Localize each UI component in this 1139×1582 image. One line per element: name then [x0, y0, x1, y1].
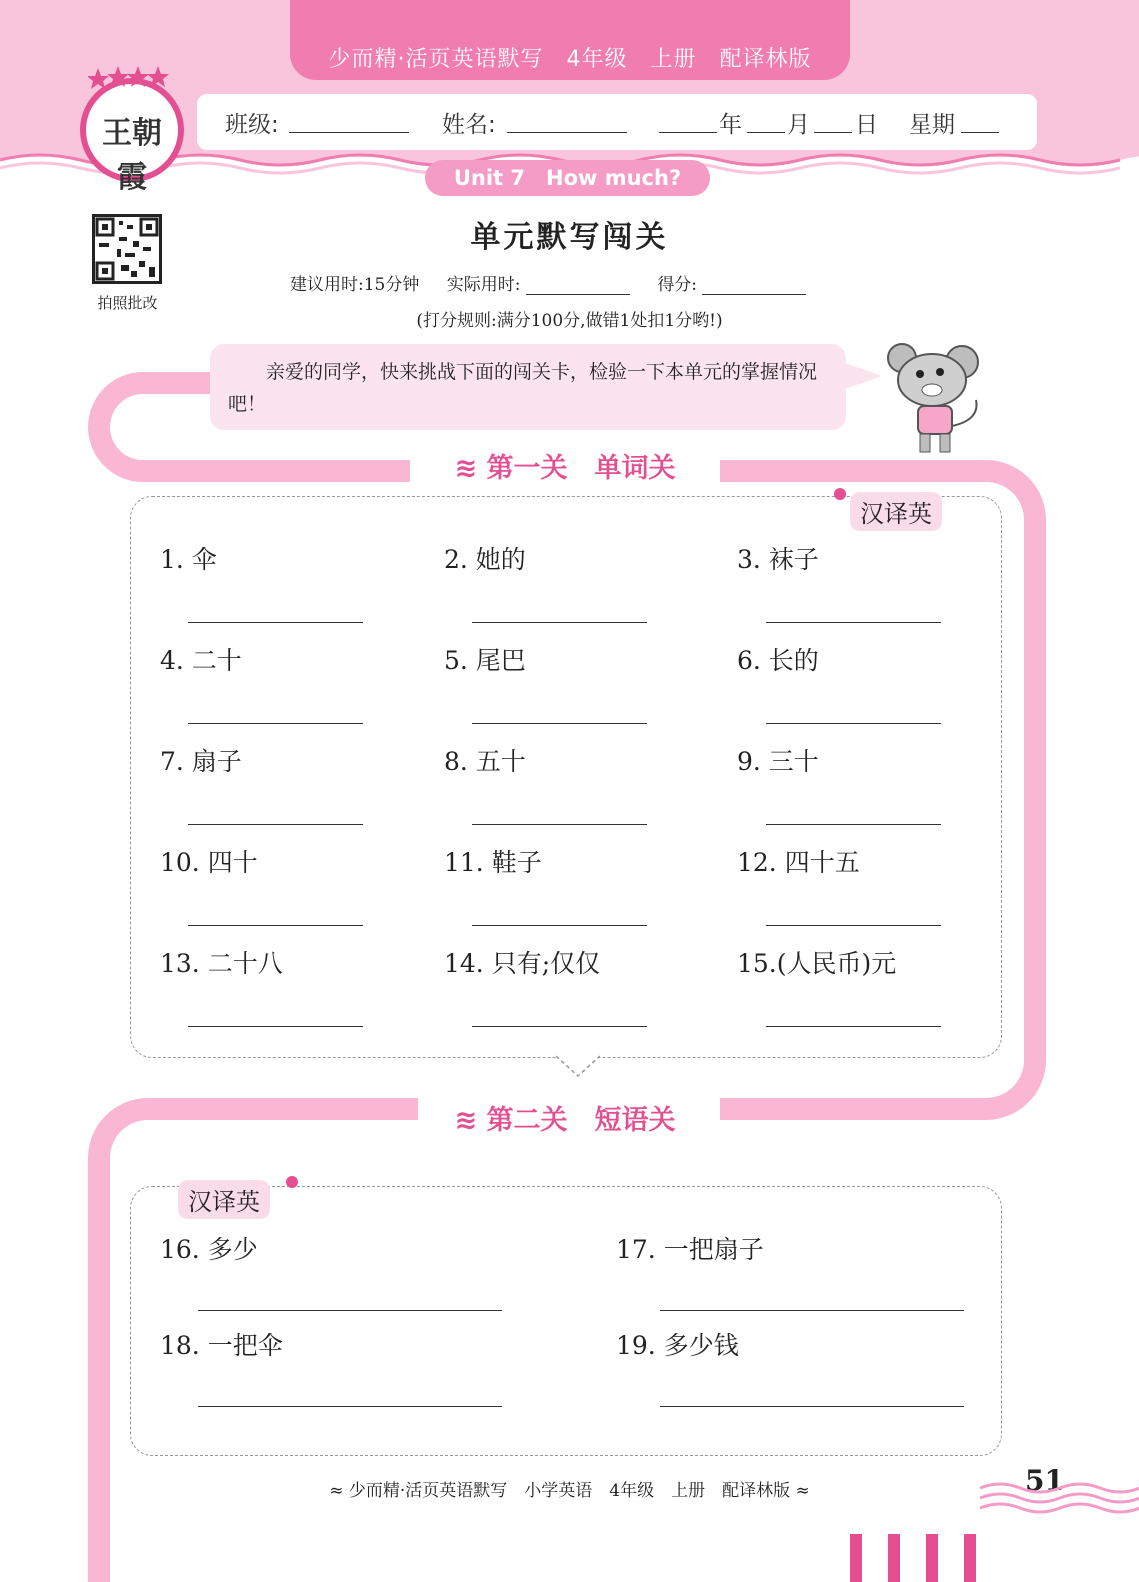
- answer-line[interactable]: [472, 824, 647, 825]
- score-label: 得分:: [657, 275, 698, 295]
- month-label: 月: [787, 112, 810, 138]
- footer-text: ≈ 少而精·活页英语默写 小学英语 4年级 上册 配译林版 ≈: [329, 1481, 810, 1501]
- answer-line[interactable]: [198, 1310, 502, 1311]
- unit-title: Unit 7 How much?: [425, 160, 710, 196]
- word-item: 15.(人民币)元: [737, 949, 897, 978]
- section2-tag: 汉译英: [178, 1180, 270, 1219]
- student-info-box: [197, 94, 1037, 150]
- qr-label: 拍照批改: [97, 294, 158, 312]
- page-title: 单元默写闯关: [470, 220, 669, 255]
- box-notch-icon: [556, 1054, 600, 1078]
- month-field[interactable]: [747, 110, 785, 133]
- score-field[interactable]: [702, 276, 806, 295]
- path-bar: [240, 460, 410, 482]
- phrase-item: 18. 一把伞: [160, 1331, 283, 1360]
- section2-title: ≋ 第二关 短语关: [434, 1105, 695, 1136]
- answer-line[interactable]: [198, 1406, 502, 1407]
- answer-line[interactable]: [472, 723, 647, 724]
- weekday-field[interactable]: [961, 110, 999, 133]
- answer-line[interactable]: [188, 925, 363, 926]
- word-item: 11. 鞋子: [444, 848, 542, 877]
- weekday-label: 星期: [909, 112, 955, 138]
- name-label: 姓名:: [442, 112, 496, 138]
- answer-line[interactable]: [188, 622, 363, 623]
- phrase-item: 19. 多少钱: [616, 1331, 739, 1360]
- answer-line[interactable]: [766, 925, 941, 926]
- answer-line[interactable]: [660, 1406, 964, 1407]
- phrase-item: 17. 一把扇子: [616, 1235, 764, 1264]
- footer-stripe: [964, 1534, 976, 1582]
- word-item: 9. 三十: [737, 747, 819, 776]
- speech-bubble-tail: [842, 362, 882, 390]
- word-item: 3. 袜子: [737, 545, 819, 574]
- word-item: 10. 四十: [160, 848, 258, 877]
- bubble-text: 亲爱的同学，快来挑战下面的闯关卡，检验一下本单元的掌握情况吧！: [228, 361, 818, 415]
- name-field[interactable]: [507, 110, 627, 133]
- word-item: 12. 四十五: [737, 848, 860, 877]
- scoring-rule: (打分规则:满分100分,做错1处扣1分哟!): [416, 311, 723, 331]
- answer-line[interactable]: [472, 925, 647, 926]
- day-label: 日: [855, 112, 878, 138]
- word-item: 1. 伞: [160, 545, 217, 574]
- year-field[interactable]: [659, 110, 717, 133]
- section1-tag: 汉译英: [850, 492, 942, 531]
- word-item: 2. 她的: [444, 545, 526, 574]
- answer-line[interactable]: [472, 1026, 647, 1027]
- actual-time-label: 实际用时:: [446, 275, 521, 295]
- mouse-mascot-icon: [880, 340, 990, 460]
- word-item: 14. 只有;仅仅: [444, 949, 601, 978]
- footer-stripe: [926, 1534, 938, 1582]
- class-field[interactable]: [289, 110, 409, 133]
- phrase-item: 16. 多少: [160, 1235, 258, 1264]
- answer-line[interactable]: [766, 723, 941, 724]
- answer-line[interactable]: [766, 622, 941, 623]
- answer-line[interactable]: [188, 1026, 363, 1027]
- section1-header: [410, 446, 720, 485]
- footer-wave-icon: [980, 1468, 1139, 1518]
- tag-dot-icon: [286, 1176, 298, 1188]
- word-item: 13. 二十八: [160, 949, 283, 978]
- page-number: 51: [1025, 1464, 1064, 1497]
- word-item: 8. 五十: [444, 747, 526, 776]
- year-label: 年: [719, 112, 742, 138]
- footer-stripe: [850, 1534, 862, 1582]
- answer-line[interactable]: [766, 1026, 941, 1027]
- word-item: 7. 扇子: [160, 747, 242, 776]
- section2-box: [130, 1186, 1002, 1456]
- word-item: 5. 尾巴: [444, 646, 526, 675]
- answer-line[interactable]: [188, 824, 363, 825]
- answer-line[interactable]: [188, 723, 363, 724]
- series-title: 少而精·活页英语默写 4年级 上册 配译林版: [328, 47, 812, 72]
- section2-header: [410, 1098, 720, 1137]
- tag-dot-icon: [834, 488, 846, 500]
- day-field[interactable]: [814, 110, 852, 133]
- answer-line[interactable]: [660, 1310, 964, 1311]
- actual-time-field[interactable]: [526, 276, 630, 295]
- timing-row: [290, 270, 806, 295]
- path-bar-2: [720, 1098, 1000, 1120]
- answer-line[interactable]: [766, 824, 941, 825]
- answer-line[interactable]: [472, 622, 647, 623]
- footer-stripe: [888, 1534, 900, 1582]
- section1-title: ≋ 第一关 单词关: [434, 453, 695, 484]
- suggested-time: 建议用时:15分钟: [290, 275, 420, 295]
- word-item: 6. 长的: [737, 646, 819, 675]
- word-item: 4. 二十: [160, 646, 242, 675]
- class-label: 班级:: [225, 112, 279, 138]
- logo-stars-icon: [88, 66, 178, 92]
- logo-text: 王朝霞: [102, 116, 162, 195]
